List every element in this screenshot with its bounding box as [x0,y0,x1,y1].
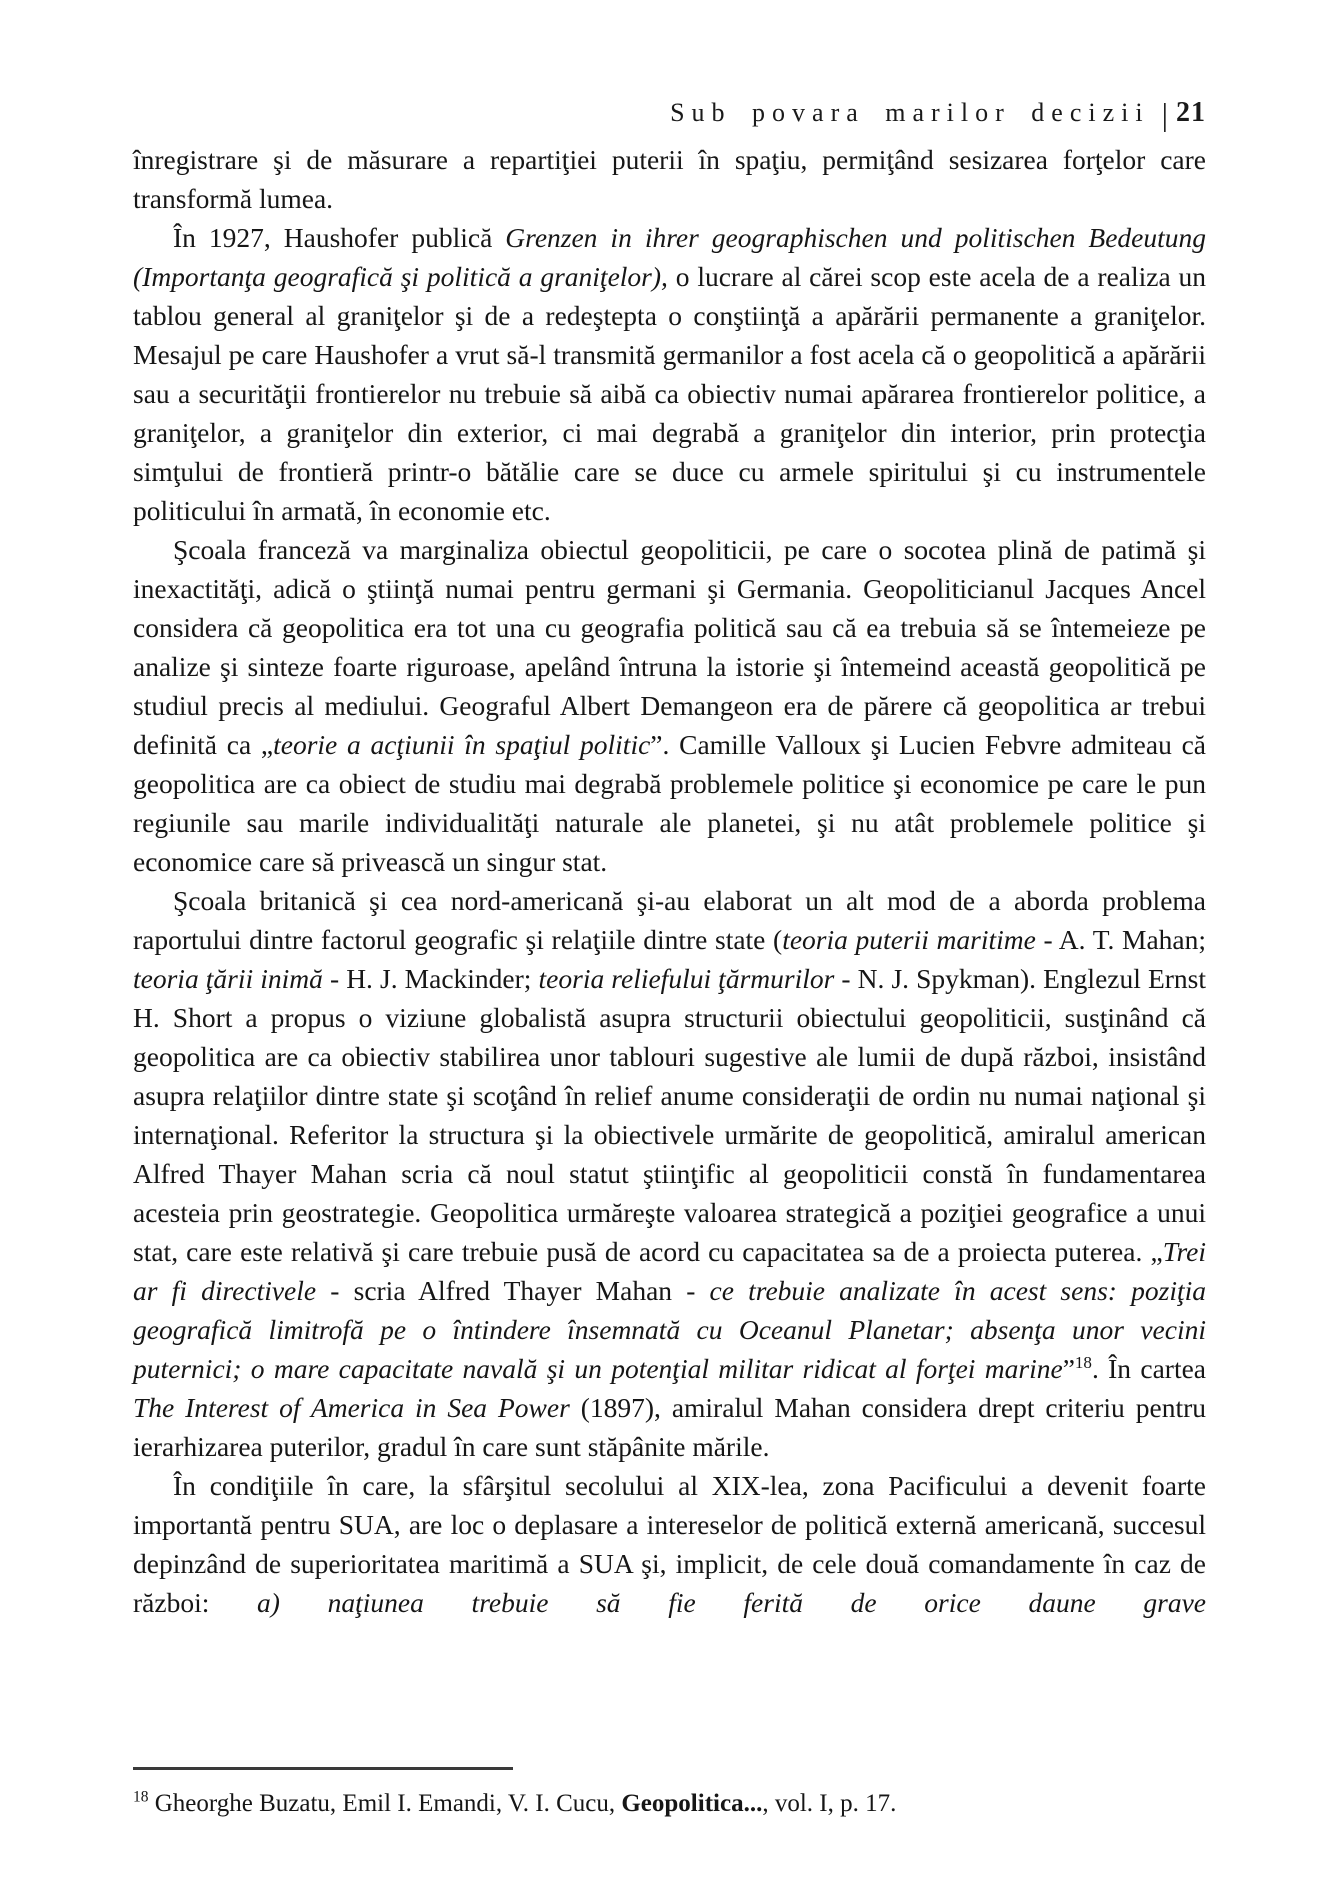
running-header [133,96,1206,133]
chapter-title: Sub povara marilor decizii [670,98,1150,127]
body-paragraph: În 1927, Haushofer publică Grenzen in ihrer geographischen und politischen Bedeutung (Importanţa geografică şi politică a graniţelor), o lucrare al cărei scop este acela de a realiza un tablou general al graniţelor şi de a redeştepta o conştiinţă a apărării permanente a graniţelor. Mesajul pe care Haushofer a vrut să-l transmită germanilor a fost acela că o geopolitică a apărării sau a securităţii frontierelor nu trebuie să aibă ca obiectiv numai apărarea frontierelor politice, a graniţelor, a graniţelor din exterior, ci mai degrabă a graniţelor din interior, prin protecţia simţului de frontieră printr-o bătălie care se duce cu armele spiritului şi cu instrumentele politicului în armată, în economie etc. [133,222,1207,526]
body-text [133,140,1206,1622]
footnote: $^{18}$ Gheorghe Buzatu, Emil I. Emandi, V. I. Cucu, Geopolitica..., vol. I, p. 17. [133,1788,897,1817]
page-number: 21 [1176,97,1206,128]
body-paragraph: înregistrare şi de măsurare a repartiţiei puterii în spaţiu, permiţând sesizarea forţelor care transformă lumea. [133,144,1206,214]
body-paragraph: În condiţiile în care, la sfârşitul secolului al XIX-lea, zona Pacificului a devenit foarte importantă pentru SUA, are loc o deplasare a intereselor de politică externă americană, succesul depinzând de superioritatea maritimă a SUA şi, implicit, de cele două comandamente în caz de război: a) naţiunea trebuie să fie ferită de orice daune grave [133,1470,1206,1618]
header-separator: | [1161,96,1168,132]
footnote-rule [133,1767,513,1770]
body-paragraph: Şcoala britanică şi cea nord-americană şi-au elaborat un alt mod de a aborda problema raportului dintre factorul geografic şi relaţiile dintre state (teoria puterii maritime - A. T. Mahan; teoria ţării inimă - H. J. Mackinder; teoria reliefului ţărmurilor - N. J. Spykman). Englezul Ernst H. Short a propus o viziune globalistă asupra structurii obiectului geopoliticii, susţinând că geopolitica are ca obiectiv stabilirea unor tablouri sugestive ale lumii de după război, insistând asupra relaţiilor dintre state şi scoţând în relief anume consideraţii de ordin nu numai naţional şi internaţional. Referitor la structura şi la obiectivele urmărite de geopolitică, amiralul american Alfred Thayer Mahan scria că noul statut ştiinţific al geopoliticii constă în fundamentarea acesteia prin geostrategie. Geopolitica urmăreşte valoarea strategică a poziţiei geografice a unui stat, care este relativă şi care trebuie pusă de acord cu capacitatea sa de a proiecta puterea. „Trei ar fi directivele - scria Alfred Thayer Mahan - ce trebuie analizate în acest sens: poziţia geografică limitrofă pe o întindere însemnată cu Oceanul Planetar; absenţa unor vecini puternici; o mare capacitate navală şi un potenţial militar ridicat al forţei marine”$^{18}$. În cartea The Interest of America in Sea Power (1897), amiralul Mahan considera drept criteriu pentru ierarhizarea puterilor, gradul în care sunt stăpânite mările. [133,885,1207,1462]
body-paragraph: Şcoala franceză va marginaliza obiectul geopoliticii, pe care o socotea plină de patimă şi inexactităţi, adică o ştiinţă numai pentru germani şi Germania. Geopoliticianul Jacques Ancel considera că geopolitica era tot una cu geografia politică sau că ea trebuia să se întemeieze pe analize şi sinteze foarte riguroase, apelând întruna la istorie şi întemeind această geopolitică pe studiul precis al mediului. Geograful Albert Demangeon era de părere că geopolitica ar trebui definită ca „teorie a acţiunii în spaţiul politic”. Camille Valloux şi Lucien Febvre admiteau că geopolitica are ca obiect de studiu mai degrabă problemele politice şi economice pe care le pun regiunile sau marile individualităţi naturale ale planetei, şi nu atât problemele politice şi economice care să privească un singur stat. [133,534,1206,877]
